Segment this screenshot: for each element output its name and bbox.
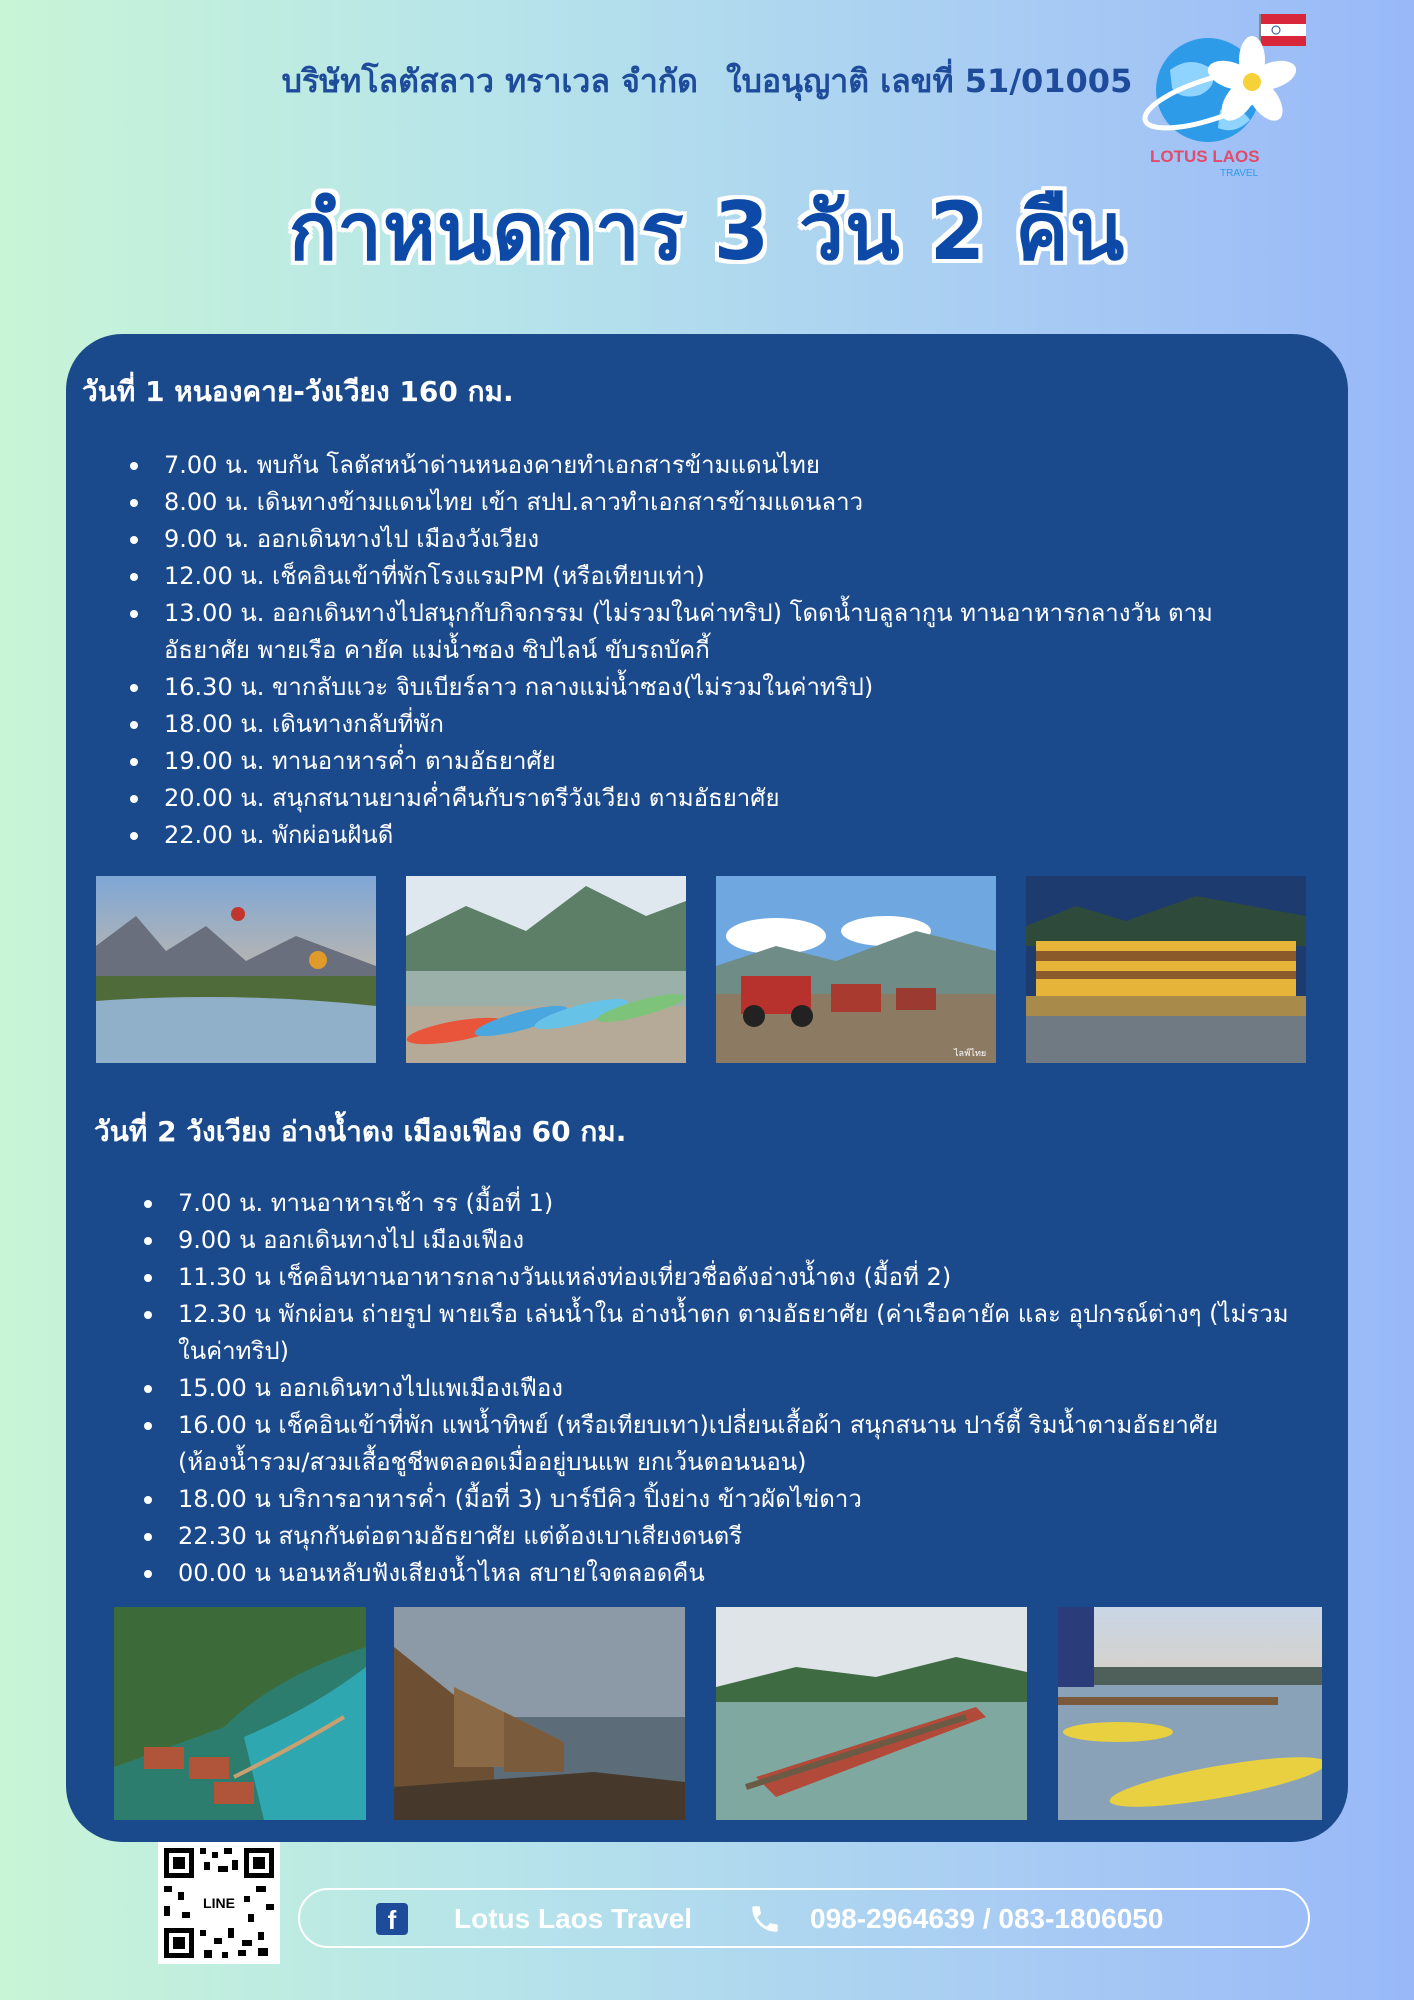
day2-schedule-item: 12.30 น พักผ่อน ถ่ายรูป พายเรือ เล่นน้ำใน อ่างน้ำตก ตามอัธยาศัย (ค่าเรือคายัค และ อุปกรณ์ต่างๆ (ไม่รวมในค่าทริป) — [144, 1296, 1294, 1370]
lotus-laos-logo — [1140, 10, 1320, 185]
phone-numbers[interactable]: 098-2964639 / 083-1806050 — [810, 1903, 1164, 1934]
day2-schedule-item: 11.30 น เช็คอินทานอาหารกลางวันแหล่งท่องเที่ยวชื่อดังอ่างน้ำตง (มื้อที่ 2) — [144, 1259, 1294, 1296]
day1-schedule-item: 19.00 น. ทานอาหารค่ำ ตามอัธยาศัย — [130, 743, 1240, 780]
line-qr-code[interactable] — [158, 1842, 280, 1964]
day2-schedule-item: 18.00 น บริการอาหารค่ำ (มื้อที่ 3) บาร์บีคิว ปิ้งย่าง ข้าวผัดไข่ดาว — [144, 1481, 1294, 1518]
day1-schedule-item: 20.00 น. สนุกสนานยามค่ำคืนกับราตรีวังเวียง ตามอัธยาศัย — [130, 780, 1240, 817]
day2-schedule-item: 15.00 น ออกเดินทางไปแพเมืองเฟือง — [144, 1370, 1294, 1407]
photo-night-market — [1026, 876, 1306, 1063]
day2-schedule-item: 9.00 น ออกเดินทางไป เมืองเฟือง — [144, 1222, 1294, 1259]
contact-bar — [298, 1888, 1310, 1948]
photo-vangvieng-river-balloons — [96, 876, 376, 1063]
photo-raft-row-lake — [716, 1607, 1027, 1820]
day1-schedule-item: 16.30 น. ขากลับแวะ จิบเบียร์ลาว กลางแม่น้ำซอง(ไม่รวมในค่าทริป) — [130, 669, 1240, 706]
day2-schedule-item: 22.30 น สนุกกันต่อตามอัธยาศัย แต่ต้องเบาเสียงดนตรี — [144, 1518, 1294, 1555]
day2-schedule-item: 00.00 น นอนหลับฟังเสียงน้ำไหล สบายใจตลอดคืน — [144, 1555, 1294, 1592]
day1-schedule-item: 7.00 น. พบกัน โลตัสหน้าด่านหนองคายทำเอกสารข้ามแดนไทย — [130, 447, 1240, 484]
day1-schedule-item: 9.00 น. ออกเดินทางไป เมืองวังเวียง — [130, 521, 1240, 558]
company-name: บริษัทโลตัสลาว ทราเวล จำกัด — [281, 62, 698, 100]
photo-buggy-ride — [716, 876, 996, 1063]
day2-schedule-list — [144, 1185, 1294, 1592]
day1-schedule-item: 8.00 น. เดินทางข้ามแดนไทย เข้า สปป.ลาวทำเอกสารข้ามแดนลาว — [130, 484, 1240, 521]
day1-schedule-item: 12.00 น. เช็คอินเข้าที่พักโรงแรมPM (หรือเทียบเท่า) — [130, 558, 1240, 595]
logo-text: LOTUS LAOS — [1150, 147, 1260, 166]
day2-schedule-item: 7.00 น. ทานอาหารเช้า รร (มื้อที่ 1) — [144, 1185, 1294, 1222]
photo-boats-sunset-dock — [1058, 1607, 1322, 1820]
facebook-icon[interactable]: f — [376, 1903, 408, 1935]
laos-flag-icon — [1260, 14, 1306, 50]
license-number: ใบอนุญาติ เลขที่ 51/01005 — [725, 62, 1133, 100]
page-title: กำหนดการ 3 วัน 2 คืน — [288, 185, 1126, 278]
day2-title: วันที่ 2 วังเวียง อ่างน้ำตง เมืองเฟือง 60 กม. — [94, 1115, 627, 1148]
facebook-page-name[interactable]: Lotus Laos Travel — [454, 1903, 693, 1934]
day2-schedule-item: 16.00 น เช็คอินเข้าที่พัก แพน้ำทิพย์ (หรือเทียบเทา)เปลี่ยนเสื้อผ้า สนุกสนาน ปาร์ตี้ ริมน้ำตามอัธยาศัย (ห้องน้ำรวม/สวมเสื้อชูชีพตลอดเมื่ออยู่บนแพ ยกเว้นตอนนอน) — [144, 1407, 1294, 1481]
day1-schedule-list — [130, 447, 1240, 854]
photo-kayaks-riverbank — [406, 876, 686, 1063]
photo-nam-ngum-rafts-aerial — [114, 1607, 366, 1820]
day1-title: วันที่ 1 หนองคาย-วังเวียง 160 กม. — [82, 375, 514, 408]
logo-subtext: TRAVEL — [1220, 168, 1259, 179]
day1-schedule-item: 18.00 น. เดินทางกลับที่พัก — [130, 706, 1240, 743]
day1-schedule-item: 22.00 น. พักผ่อนฝันดี — [130, 817, 1240, 854]
photo-floating-bungalows — [394, 1607, 685, 1820]
qr-line-label: LINE — [203, 1895, 235, 1911]
phone-icon — [748, 1902, 782, 1936]
day1-schedule-item: 13.00 น. ออกเดินทางไปสนุกกับกิจกรรม (ไม่รวมในค่าทริป) โดดน้ำบลูลากูน ทานอาหารกลางวัน ตามอัธยาศัย พายเรือ คายัค แม่น้ำซอง ซิปไลน์ ขับรถบัคกี้ — [130, 595, 1240, 669]
svg-text:ไลฟ์ไทย: ไลฟ์ไทย — [954, 1049, 987, 1059]
